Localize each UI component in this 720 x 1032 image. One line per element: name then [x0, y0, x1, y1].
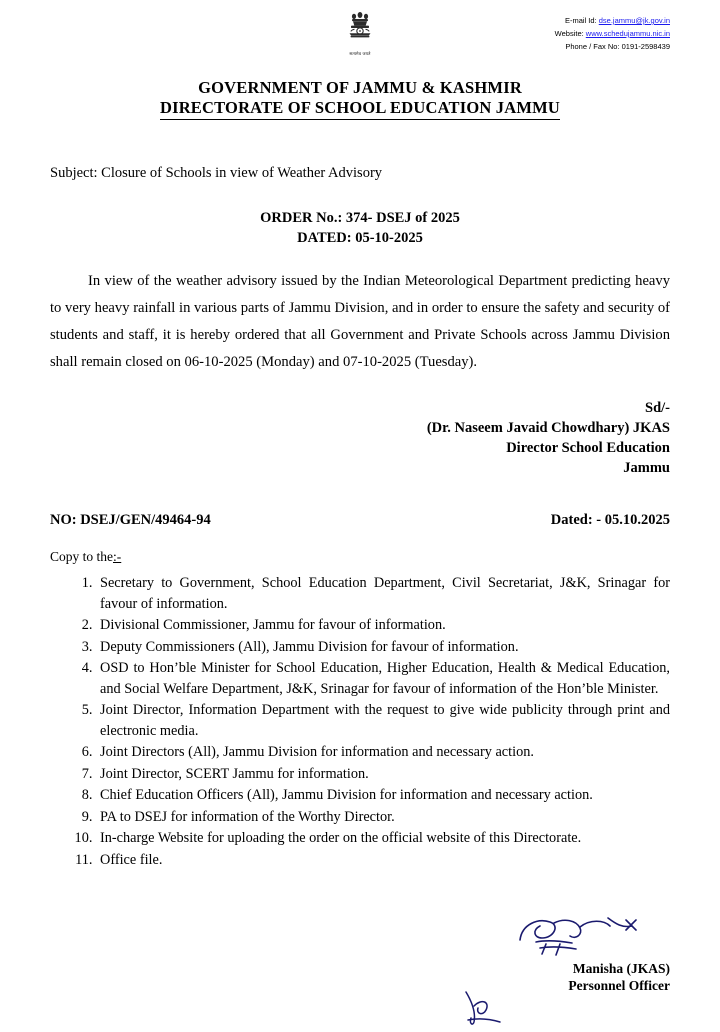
contact-phone-label: Phone / Fax No: [565, 42, 620, 51]
copy-to-prefix: Copy to the [50, 549, 113, 564]
footer-signature-designation: Personnel Officer [568, 978, 670, 993]
signature-block [50, 398, 670, 478]
title-line-1: GOVERNMENT OF JAMMU & KASHMIR [198, 78, 522, 97]
signature-place: Jammu [623, 460, 670, 476]
order-dated: DATED: 05-10-2025 [297, 230, 423, 246]
list-item: 6. Joint Directors (All), Jammu Division for information and necessary action. [96, 742, 670, 763]
contact-block [555, 14, 670, 53]
contact-email-label: E-mail Id: [564, 16, 597, 25]
list-item: 10. In-charge Website for uploading the order on the official website of this Directorate. [96, 828, 670, 849]
emblem-caption: सत्यमेव जयते [349, 51, 371, 56]
footer-signature-block [480, 914, 670, 994]
contact-email-row [555, 14, 670, 27]
list-item: 5. Joint Director, Information Department with the request to give wide publicity through print and electronic media. [96, 700, 670, 741]
contact-website-value[interactable]: www.schedujammu.nic.in [585, 29, 670, 38]
signature-sd: Sd/- [645, 400, 670, 416]
signature-designation: Director School Education [506, 440, 670, 456]
subject-line: Subject: Closure of Schools in view of Weather Advisory [50, 165, 383, 181]
list-item: 2. Divisional Commissioner, Jammu for favour of information. [96, 615, 670, 636]
copy-to-label [50, 549, 670, 565]
order-number: ORDER No.: 374- DSEJ of 2025 [260, 210, 460, 226]
contact-website-row [555, 27, 670, 40]
contact-phone-row [555, 40, 670, 53]
document-body [0, 164, 720, 870]
list-item: 8. Chief Education Officers (All), Jammu Division for information and necessary action. [96, 785, 670, 806]
order-body-paragraph: In view of the weather advisory issued by the Indian Meteorological Department predicting heavy to very heavy rainfall in various parts of Jammu Division, and in order to ensure the safety and security of students and staff, it is hereby ordered that all Government and Private Schools across Jammu Division shall remain closed on 06-10-2025 (Monday) and 07-10-2025 (Tuesday). [50, 273, 670, 370]
reference-date: Dated: - 05.10.2025 [550, 512, 670, 528]
signature-name: (Dr. Naseem Javaid Chowdhary) JKAS [426, 420, 670, 436]
list-item: 9. PA to DSEJ for information of the Worthy Director. [96, 807, 670, 828]
contact-email-value[interactable]: dse.jammu@jk.gov.in [598, 16, 670, 25]
footer-signature-name: Manisha (JKAS) [572, 961, 670, 976]
reference-number: NO: DSEJ/GEN/49464-94 [50, 512, 211, 528]
signature-flourish-icon [460, 988, 520, 1028]
contact-website-label: Website: [554, 29, 584, 38]
list-item: 4. OSD to Hon’ble Minister for School Education, Higher Education, Health & Medical Education, and Social Welfare Department, J&K, Srinagar for favour of information of the Hon’ble Minister. [96, 658, 670, 699]
contact-phone-value: 0191-2598439 [621, 42, 670, 51]
list-item: 7. Joint Director, SCERT Jammu for information. [96, 764, 670, 785]
national-emblem-icon [339, 10, 381, 57]
title-line-2: DIRECTORATE OF SCHOOL EDUCATION JAMMU [160, 98, 560, 120]
handwritten-signature-icon [480, 914, 670, 960]
reference-row [50, 512, 670, 529]
order-heading [50, 208, 670, 248]
distribution-list [50, 573, 670, 870]
list-item: 11. Office file. [96, 850, 670, 871]
copy-to-colon: :- [113, 549, 122, 564]
page-title [0, 78, 720, 120]
list-item: 3. Deputy Commissioners (All), Jammu Division for favour of information. [96, 637, 670, 658]
list-item: 1. Secretary to Government, School Education Department, Civil Secretariat, J&K, Srinagar for favour of information. [96, 573, 670, 614]
document-header [0, 0, 720, 66]
